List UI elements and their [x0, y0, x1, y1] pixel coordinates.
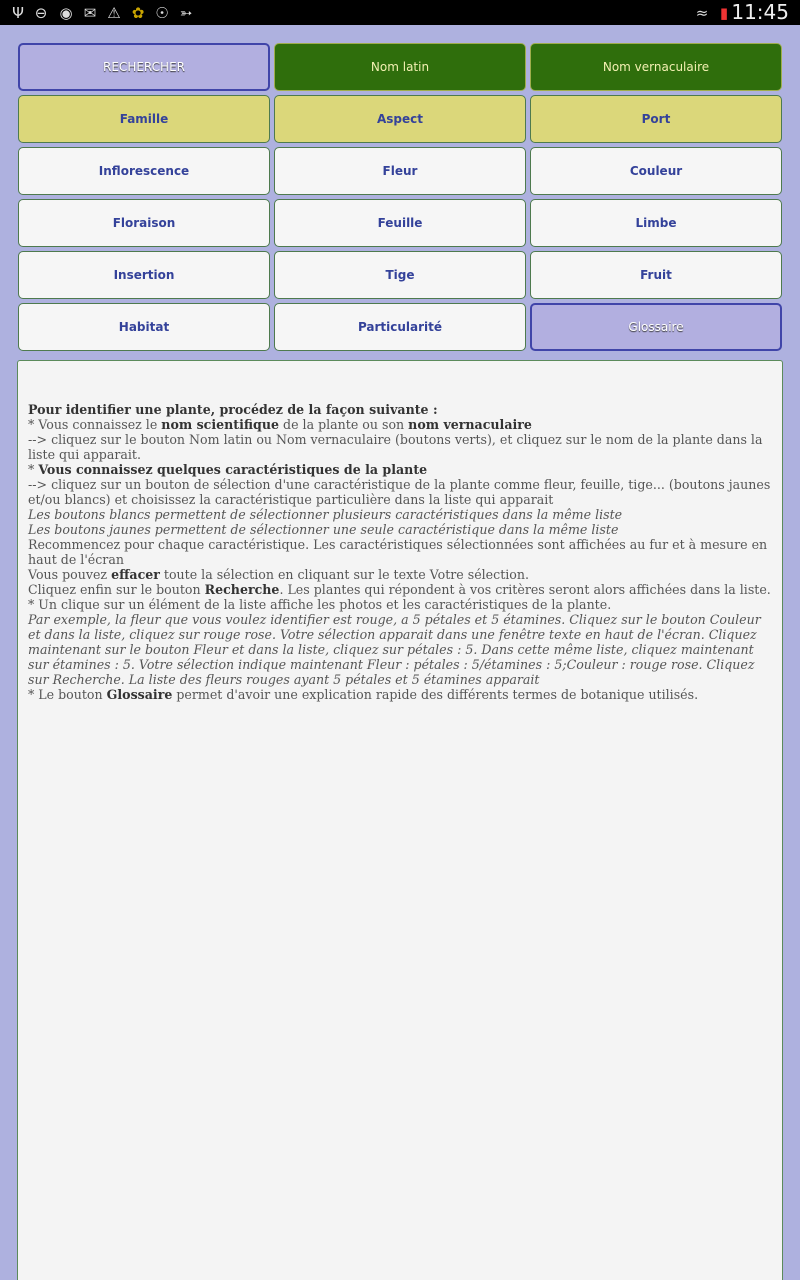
inflorescence-button[interactable]: Inflorescence [18, 147, 270, 195]
help-text-fragment: permet d'avoir une explication rapide des différents termes de botanique utilisés. [172, 687, 699, 702]
help-text-fragment: * Vous connaissez le [28, 417, 162, 432]
help-intro: Pour identifier une plante, procédez de la façon suivante : [28, 402, 438, 417]
usb-icon: Ψ [12, 4, 24, 22]
fleur-button[interactable]: Fleur [274, 147, 526, 195]
email-icon: ✉ [83, 4, 97, 22]
feuille-button[interactable]: Feuille [274, 199, 526, 247]
help-text-panel[interactable] [17, 360, 783, 1280]
help-italic-line: Par exemple, la fleur que vous voulez identifier est rouge, a 5 pétales et 5 étamines. Cliquez sur le bouton Couleur et dans la liste, cliquez sur rouge rose. Votre sélection apparait dans une fenêtre texte en haut de l'écran. Cliquez maintenant sur le bouton Fleur et dans la liste, cliquez sur pétales : 5. Dans cette même liste, cliquez maintenant sur étamines : 5. Votre sélection indique maintenant Fleur : pétales : 5/étamines : 5;Couleur : rouge rose. Cliquez sur Recherche. La liste des fleurs rouges ayant 5 pétales et 5 étamines apparait [28, 612, 761, 687]
particularite-button[interactable]: Particularité [274, 303, 526, 351]
nom-vernaculaire-button[interactable]: Nom vernaculaire [530, 43, 782, 91]
help-line: --> cliquez sur le bouton Nom latin ou Nom vernaculaire (boutons verts), et cliquez sur le nom de la plante dans la liste qui apparait. [28, 432, 763, 462]
insertion-button[interactable]: Insertion [18, 251, 270, 299]
help-text-fragment: toute la sélection en cliquant sur le texte Votre sélection. [159, 567, 529, 582]
clock: 11:45 [731, 0, 789, 24]
tige-button[interactable]: Tige [274, 251, 526, 299]
help-text-fragment: * [28, 462, 39, 477]
sunflower-icon: ✿ [131, 4, 145, 22]
port-button[interactable]: Port [530, 95, 782, 143]
famille-button[interactable]: Famille [18, 95, 270, 143]
help-line: --> cliquez sur un bouton de sélection d'une caractéristique de la plante comme fleur, feuille, tige... (boutons jaunes et/ou blancs) et choisissez la caractéristique particulière dans la liste qui apparait [28, 477, 771, 507]
help-text [28, 402, 772, 702]
warning-icon: ⚠ [107, 4, 121, 22]
help-bold-text: nom scientifique [161, 417, 280, 432]
help-text-fragment: Vous pouvez [28, 567, 112, 582]
fruit-button[interactable]: Fruit [530, 251, 782, 299]
help-text-fragment: Cliquez enfin sur le bouton [28, 582, 205, 597]
help-line: * Un clique sur un élément de la liste affiche les photos et les caractéristiques de la plante. [28, 597, 612, 612]
help-bold-text: Glossaire [106, 687, 173, 702]
do-not-disturb-icon: ⊖ [34, 4, 48, 22]
wifi-icon: ≈ [695, 4, 709, 22]
help-text-fragment: de la plante ou son [279, 417, 409, 432]
aspect-button[interactable]: Aspect [274, 95, 526, 143]
rechercher-button[interactable]: RECHERCHER [18, 43, 270, 91]
nom-latin-button[interactable]: Nom latin [274, 43, 526, 91]
glossaire-button[interactable]: Glossaire [530, 303, 782, 351]
status-bar [0, 0, 800, 25]
help-bold-text: Vous connaissez quelques caractéristiques de la plante [38, 462, 428, 477]
help-italic-line: Les boutons blancs permettent de sélectionner plusieurs caractéristiques dans la même liste [28, 507, 623, 522]
battery-icon: ▮ [719, 4, 729, 22]
help-text-fragment: . Les plantes qui répondent à vos critères seront alors affichées dans la liste. [279, 582, 771, 597]
circle-app-icon: ◉ [59, 4, 73, 22]
help-bold-text: nom vernaculaire [408, 417, 532, 432]
limbe-button[interactable]: Limbe [530, 199, 782, 247]
compass-icon: ☉ [155, 4, 169, 22]
help-text-fragment: * Le bouton [28, 687, 107, 702]
habitat-button[interactable]: Habitat [18, 303, 270, 351]
help-italic-line: Les boutons jaunes permettent de sélectionner une seule caractéristique dans la même liste [28, 522, 619, 537]
help-bold-text: Recherche [204, 582, 280, 597]
floraison-button[interactable]: Floraison [18, 199, 270, 247]
couleur-button[interactable]: Couleur [530, 147, 782, 195]
help-line: Recommencez pour chaque caractéristique. Les caractéristiques sélectionnées sont affichées au fur et à mesure en haut de l'écran [28, 537, 768, 567]
help-bold-text: effacer [111, 567, 160, 582]
compass-icon: ➳ [179, 4, 193, 22]
